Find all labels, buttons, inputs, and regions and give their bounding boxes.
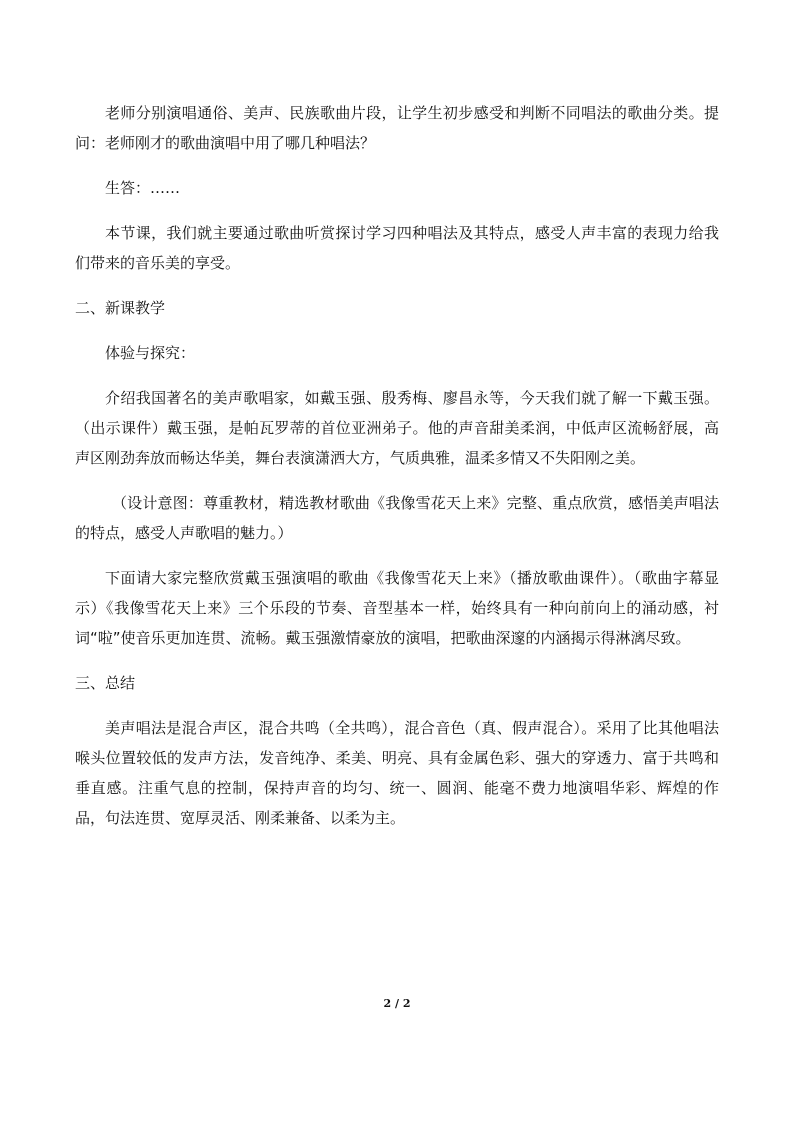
paragraph-lesson-goal: 本节课，我们就主要通过歌曲听赏探讨学习四种唱法及其特点，感受人声丰富的表现力给我们带来的音乐美的享受。 (75, 224, 719, 272)
paragraph-dai-yuqiang-intro: 介绍我国著名的美声歌唱家，如戴玉强、殷秀梅、廖昌永等，今天我们就了解一下戴玉强。（出示课件）戴玉强，是帕瓦罗蒂的首位亚洲弟子。他的声音甜美柔润，中低声区流畅舒展，高声区刚劲奔放而畅达华美，舞台表演潇洒大方，气质典雅，温柔多情又不失阳刚之美。 (75, 389, 719, 467)
paragraph-design-intent: （设计意图：尊重教材，精选教材歌曲《我像雪花天上来》完整、重点欣赏，感悟美声唱法的特点，感受人声歌唱的魅力。） (75, 494, 719, 542)
paragraph-student-answer: 生答：…… (105, 179, 181, 197)
section-heading-new-lesson: 二、新课教学 (75, 299, 166, 317)
document-body (75, 98, 719, 848)
section-heading-summary: 三、总结 (75, 674, 136, 692)
paragraph-teacher-demo: 老师分别演唱通俗、美声、民族歌曲片段，让学生初步感受和判断不同唱法的歌曲分类。提问：老师刚才的歌曲演唱中用了哪几种唱法？ (75, 104, 719, 152)
paragraph-experience: 体验与探究： (105, 344, 196, 362)
page-number: 2 / 2 (383, 997, 411, 1010)
paragraph-song-appreciation: 下面请大家完整欣赏戴玉强演唱的歌曲《我像雪花天上来》（播放歌曲课件）。（歌曲字幕显示）《我像雪花天上来》三个乐段的节奏、音型基本一样，始终具有一种向前向上的涌动感，衬词“啦”使音乐更加连贯、流畅。戴玉强激情豪放的演唱，把歌曲深邃的内涵揭示得淋漓尽致。 (75, 569, 719, 647)
paragraph-bel-canto-summary: 美声唱法是混合声区，混合共鸣（全共鸣），混合音色（真、假声混合）。采用了比其他唱法喉头位置较低的发声方法，发音纯净、柔美、明亮、具有金属色彩、强大的穿透力、富于共鸣和垂直感。注重气息的控制，保持声音的均匀、统一、圆润、能毫不费力地演唱华彩、辉煌的作品，句法连贯、宽厚灵活、刚柔兼备、以柔为主。 (75, 719, 719, 827)
